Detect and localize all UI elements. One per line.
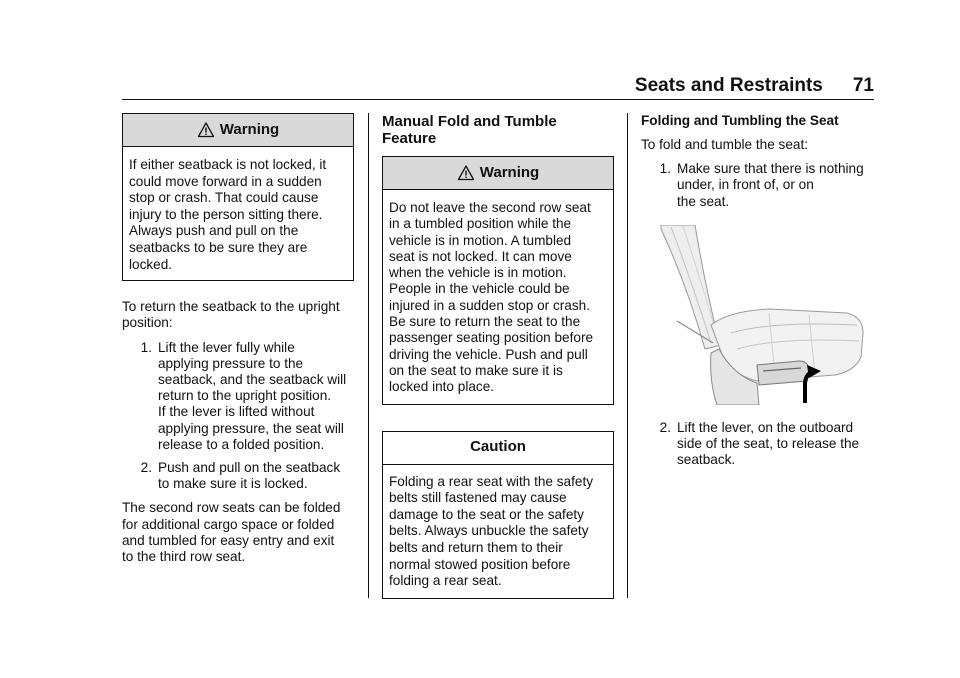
step-text [158,340,354,453]
step-line: Lift the lever, on the outboard [677,419,854,435]
warning-line: Always push and pull on the [129,223,299,239]
caution-line: damage to the seat or the safety [389,506,584,522]
warning-line: on the seat to make sure it is [389,362,563,378]
warning-text [383,190,613,404]
warning-title: Warning [219,120,280,138]
column-divider-1 [368,113,369,598]
step-item [122,340,354,453]
step-line: return to the upright position. [158,388,332,404]
column-divider-2 [627,113,628,598]
seatback-steps [122,340,354,493]
subsection-heading: Folding and Tumbling the Seat [641,113,839,128]
step-item [641,420,876,469]
warning-line: If either seatback is not locked, it [129,157,327,172]
closing-paragraph [122,500,354,565]
warning-line: passenger seating position before [389,330,594,346]
step-line: release to a folded position. [158,436,325,452]
warning-title: Warning [479,163,540,181]
warning-text [123,147,353,280]
caution-line: folding a rear seat. [389,573,502,589]
step-line: seatback, and the seatback will [158,371,347,387]
warning-line: seat is not locked. It can move [389,248,572,264]
intro-paragraph [122,299,354,331]
step-item [122,460,354,492]
warning-line: injured in a sudden stop or crash. [389,297,591,313]
step-text [158,460,354,492]
section-title: Seats and Restraints [634,75,823,96]
heading-line: Manual Fold and Tumble [382,113,557,130]
column-2 [382,113,614,599]
header-rule [122,99,874,100]
step-number: 2. [659,419,671,435]
closing-line: for additional cargo space or folded [122,516,335,532]
step-text [677,420,876,469]
step-line: side of the seat, to release the [677,436,860,452]
step-line: applying pressure, the seat will [158,420,344,436]
step-line: applying pressure to the [158,355,304,371]
warning-triangle-icon [197,121,215,139]
caution-text [383,465,613,598]
warning-line: in a tumbled position while the [389,216,572,232]
warning-line: People in the vehicle could be [389,281,570,297]
step-line: seatback. [677,452,736,468]
caution-line: belts. Always unbuckle the safety [389,523,589,539]
warning-line: locked. [129,256,173,272]
section-heading [382,113,614,147]
caution-line: normal stowed position before [389,556,571,572]
heading-line: Feature [382,130,437,147]
warning-line: could move forward in a sudden [129,173,322,189]
column-1 [122,113,354,573]
warning-line: Do not leave the second row seat [389,200,591,215]
page-number: 71 [852,75,874,96]
caution-line: belts and return them to their [389,539,563,555]
step-item [641,161,876,210]
closing-line: to the third row seat. [122,549,246,564]
fold-steps-1 [641,161,876,210]
warning-box-header [383,157,613,190]
step-number: 1. [659,161,671,177]
step-line: under, in front of, or on [677,177,814,193]
closing-line: and tumbled for easy entry and exit [122,532,335,548]
warning-line: stop or crash. That could cause [129,190,319,206]
step-number: 1. [140,339,152,355]
warning-line: injury to the person sitting there. [129,206,323,222]
step-line: the seat. [677,193,730,209]
step-line: If the lever is lifted without [158,404,315,420]
caution-box-header [383,432,613,465]
warning-line: locked into place. [389,379,495,395]
step-text [677,161,876,210]
caution-line: belts still fastened may cause [389,490,567,506]
step-number: 2. [140,459,152,475]
step-line: Push and pull on the seatback [158,459,341,475]
fold-steps-2 [641,420,876,469]
step-line: to make sure it is locked. [158,476,308,492]
step-line: Make sure that there is nothing [677,161,864,177]
warning-box-seatback [122,113,354,281]
warning-line: when the vehicle is in motion. [389,265,567,281]
warning-line: Be sure to return the seat to the [389,314,581,330]
seat-lever-illustration [659,225,865,405]
step-line: Lift the lever fully while [158,339,295,355]
warning-line: seatbacks to be sure they are [129,239,308,255]
caution-line: Folding a rear seat with the safety [389,473,594,489]
fold-intro: To fold and tumble the seat: [641,137,809,152]
column-3 [641,113,876,476]
warning-triangle-icon [457,164,475,182]
warning-box-tumble [382,156,614,405]
warning-line: vehicle is in motion. A tumbled [389,232,572,248]
warning-line: driving the vehicle. Push and pull [389,346,588,362]
page-header [122,73,874,99]
intro-line: To return the seatback to the upright [122,299,340,315]
caution-title: Caution [470,438,526,456]
caution-box [382,431,614,599]
warning-box-header [123,114,353,147]
intro-line: position: [122,315,173,331]
closing-line: The second row seats can be folded [122,500,341,516]
